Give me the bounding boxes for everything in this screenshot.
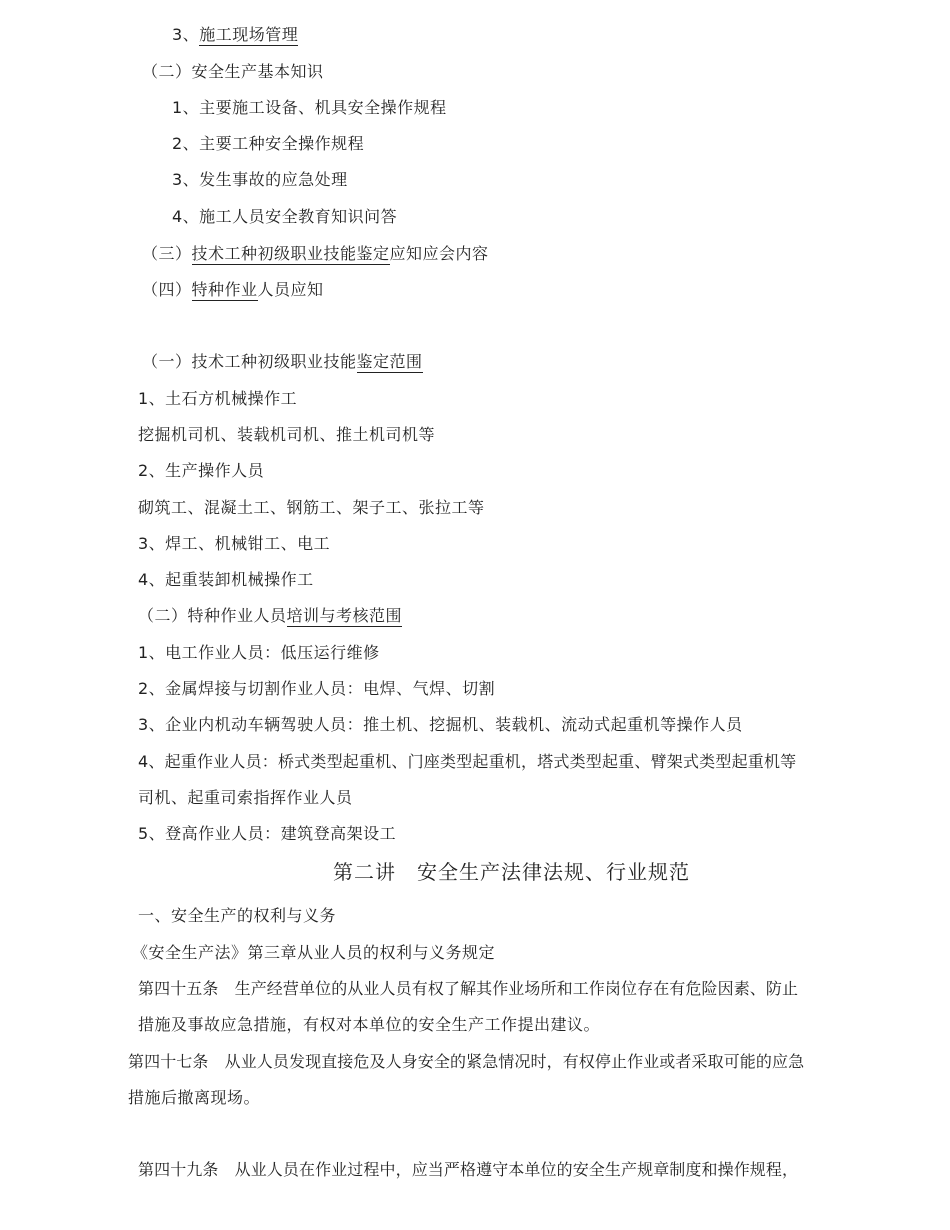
section-technical-trade-knowledge: （三）技术工种初级职业技能鉴定应知应会内容 [142, 244, 489, 263]
list-item: 2、生产操作人员 [138, 461, 265, 480]
list-item: 3、企业内机动车辆驾驶人员：推土机、挖掘机、装载机、流动式起重机等操作人员 [138, 715, 743, 734]
item-trade-operating-rules: 2、主要工种安全操作规程 [172, 134, 365, 153]
article-47: 第四十七条 从业人员发现直接危及人身安全的紧急情况时，有权停止作业或者采取可能的应急 [128, 1052, 805, 1071]
article-45-continued: 措施及事故应急措施，有权对本单位的安全生产工作提出建议。 [138, 1015, 601, 1034]
list-item: 砌筑工、混凝土工、钢筋工、架子工、张拉工等 [138, 498, 485, 517]
lecture-heading: 第二讲 安全生产法律法规、行业规范 [333, 860, 690, 884]
article-49: 第四十九条 从业人员在作业过程中，应当严格遵守本单位的安全生产规章制度和操作规程， [138, 1160, 799, 1179]
section-skill-appraisal-scope: （一）技术工种初级职业技能鉴定范围 [142, 352, 423, 371]
item-safety-education-qa: 4、施工人员安全教育知识问答 [172, 207, 398, 226]
item-equipment-operating-rules: 1、主要施工设备、机具安全操作规程 [172, 98, 447, 117]
list-item: 4、起重作业人员：桥式类型起重机、门座类型起重机，塔式类型起重、臂架式类型起重机等 [138, 752, 797, 771]
section-training-scope: （二）特种作业人员培训与考核范围 [138, 606, 403, 625]
section-rights-obligations: 一、安全生产的权利与义务 [138, 906, 337, 925]
list-item: 3、焊工、机械钳工、电工 [138, 534, 331, 553]
article-45: 第四十五条 生产经营单位的从业人员有权了解其作业场所和工作岗位存在有危险因素、防止 [138, 979, 799, 998]
article-47-continued: 措施后撤离现场。 [128, 1088, 261, 1107]
section-special-operations: （四）特种作业人员应知 [142, 280, 324, 299]
item-accident-emergency: 3、发生事故的应急处理 [172, 170, 348, 189]
list-item: 司机、起重司索指挥作业人员 [138, 788, 353, 807]
list-item: 2、金属焊接与切割作业人员：电焊、气焊、切割 [138, 679, 496, 698]
law-reference: 《安全生产法》第三章从业人员的权利与义务规定 [132, 943, 496, 962]
list-item: 5、登高作业人员：建筑登高架设工 [138, 824, 397, 843]
list-item: 1、土石方机械操作工 [138, 389, 298, 408]
item-construction-site-management: 3、施工现场管理 [172, 25, 299, 44]
list-item: 4、起重装卸机械操作工 [138, 570, 314, 589]
list-item: 1、电工作业人员：低压运行维修 [138, 643, 380, 662]
section-basic-safety-knowledge: （二）安全生产基本知识 [142, 62, 324, 81]
list-item: 挖掘机司机、装载机司机、推土机司机等 [138, 425, 436, 444]
